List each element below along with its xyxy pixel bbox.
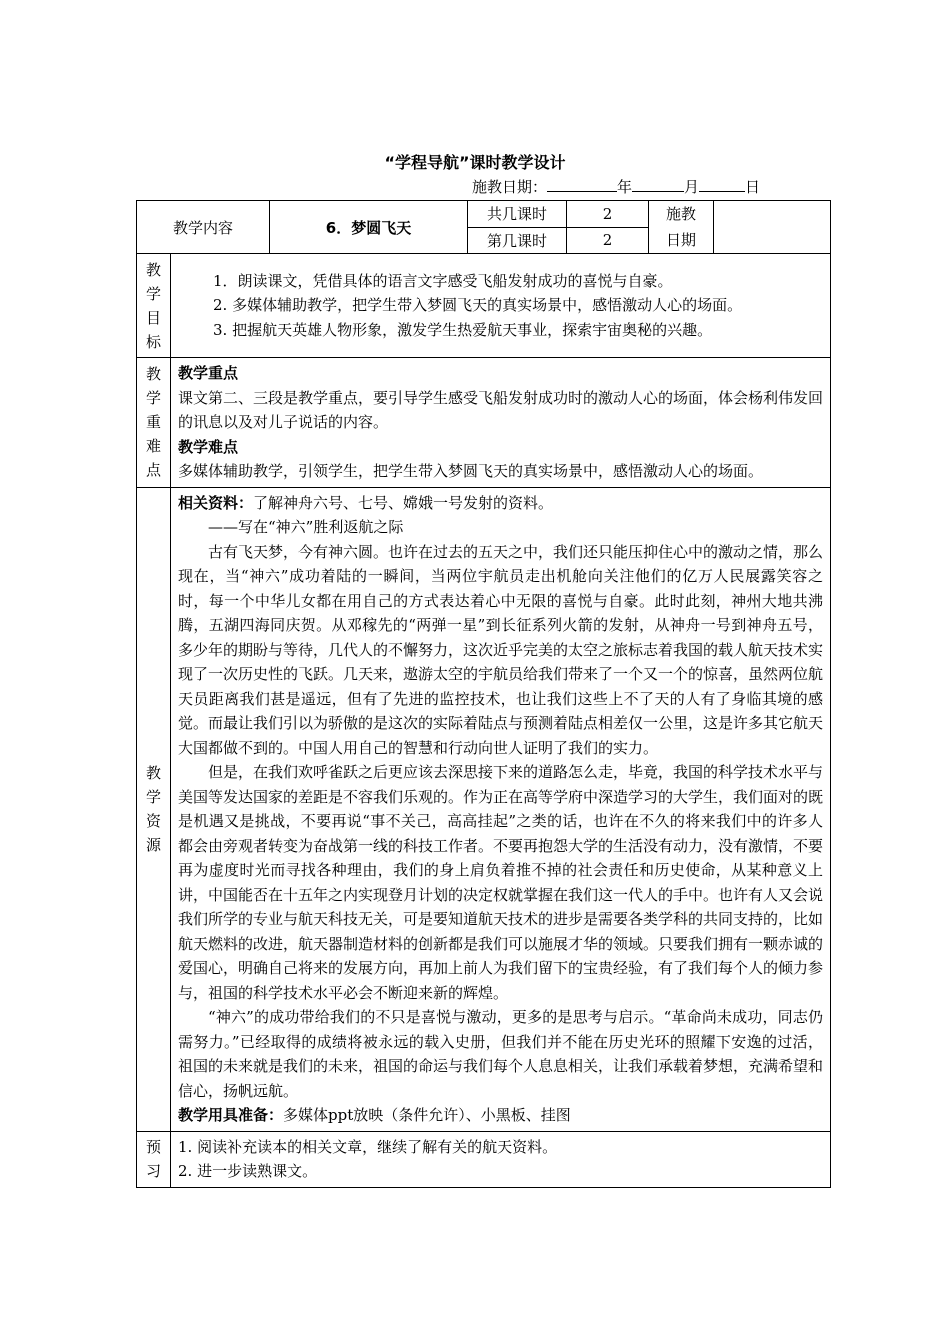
header-row-1 <box>137 201 831 228</box>
tools-text: 多媒体ppt放映（条件允许）、小黑板、挂图 <box>283 1106 571 1124</box>
difficulty-title: 教学难点 <box>178 437 239 456</box>
tools-line <box>178 1103 823 1128</box>
keypoints-row <box>137 358 831 488</box>
tools-title: 教学用具准备： <box>178 1106 284 1124</box>
keypoints-label-char: 学 <box>145 389 161 408</box>
preview-content <box>171 1131 831 1187</box>
keypoints-label-char: 难 <box>145 437 161 456</box>
goals-label-char: 标 <box>145 332 161 351</box>
goals-row <box>137 254 831 358</box>
year-blank[interactable] <box>547 177 617 192</box>
difficulty-text: 多媒体辅助教学，引领学生，把学生带入梦圆飞天的真实场景中，感悟激动人心的场面。 <box>178 462 764 480</box>
preview-row <box>137 1131 831 1187</box>
preview-label-char: 习 <box>145 1162 161 1180</box>
resources-content <box>171 487 831 1131</box>
resources-label-char: 源 <box>145 836 161 854</box>
focus-text: 课文第二、三段是教学重点，要引导学生感受飞船发射成功时的激动人心的场面，体会杨利伟发回的讯息以及对儿子说话的内容。 <box>178 388 824 431</box>
teach-date-value[interactable] <box>714 201 831 254</box>
goals-label-char: 教 <box>145 260 161 279</box>
resources-label-char: 教 <box>145 764 161 782</box>
goal-item: 3. 把握航天英雄人物形象，激发学生热爱航天事业，探索宇宙奥秘的兴趣。 <box>213 320 713 339</box>
teach-date-label-line-1: 施教 <box>666 205 697 223</box>
preview-label-char: 预 <box>145 1138 161 1156</box>
goals-label-char: 目 <box>145 308 161 327</box>
total-lessons-label: 共几课时 <box>468 201 567 228</box>
document-title: “学程导航”课时教学设计 <box>384 153 566 172</box>
material-title: 相关资料： <box>178 493 254 512</box>
goal-item: 2. 多媒体辅助教学，把学生带入梦圆飞天的真实场景中，感悟激动人心的场面。 <box>213 296 743 315</box>
total-lessons-value: 2 <box>567 201 649 228</box>
goals-content <box>171 254 831 358</box>
goals-label-char: 学 <box>145 284 161 303</box>
keypoints-label-char: 教 <box>145 365 161 384</box>
resources-label <box>137 487 171 1131</box>
year-label: 年 <box>617 178 633 196</box>
keypoints-content <box>171 358 831 488</box>
material-line <box>178 491 823 516</box>
day-blank[interactable] <box>699 177 745 192</box>
goal-item: 1．朗读课文，凭借具体的语言文字感受飞船发射成功的喜悦与自豪。 <box>213 271 673 290</box>
lesson-plan-table <box>136 200 831 1188</box>
preview-item: 1. 阅读补充读本的相关文章，继续了解有关的航天资料。 <box>178 1137 558 1156</box>
lesson-number-value: 2 <box>567 227 649 254</box>
day-label: 日 <box>745 178 761 196</box>
article-subtitle: ——写在“神六”胜利返航之际 <box>208 518 404 536</box>
article-paragraph: 古有飞天梦，今有神六圆。也许在过去的五天之中，我们还只能压抑住心中的激动之情，那么现在，当“神六”成功着陆的一瞬间，当两位宇航员走出机舱向关注他们的亿万人民展露笑容之时，每一个中华儿女都在用自己的方式表达着心中无限的喜悦与自豪。此时此刻，神州大地共沸腾，五湖四海同庆贺。从邓稼先的“两弹一星”到长征系列火箭的发射，从神舟一号到神舟五号，多少年的期盼与等待，几代人的不懈努力，这次近乎完美的太空之旅标志着我国的载人航天技术实现了一次历史性的飞跃。几天来，遨游太空的宇航员给我们带来了一个又一个的惊喜，虽然两位航天员距离我们甚是遥远，但有了先进的监控技术，也让我们这些上不了天的人有了身临其境的感觉。而最让我们引以为骄傲的是这次的实际着陆点与预测着陆点相差仅一公里，这是许多其它航天大国都做不到的。中国人用自己的智慧和行动向世人证明了我们的实力。 <box>178 542 824 757</box>
focus-title: 教学重点 <box>178 364 239 382</box>
article-paragraph: 但是，在我们欢呼雀跃之后更应该去深思接下来的道路怎么走，毕竟，我国的科学技术水平与美国等发达国家的差距是不容我们乐观的。作为正在高等学府中深造学习的大学生，我们面对的既是机遇又是挑战，不要再说“事不关己，高高挂起”之类的话，也许在不久的将来我们中的许多人都会由旁观者转变为奋战第一线的科技工作者。不要再抱怨大学的生活没有动力，没有激情，不要再为虚度时光而寻找各种理由，我们的身上肩负着推不掉的社会责任和历史使命，从某种意义上讲，中国能否在十五年之内实现登月计划的决定权就掌握在我们这一代人的手中。也许有人又会说我们所学的专业与航天科技无关，可是要知道航天技术的进步是需要各类学科的共同支持的，比如航天燃料的改进，航天器制造材料的创新都是我们可以施展才华的领域。只要我们拥有一颗赤诚的爱国心，明确自己将来的发展方向，再加上前人为我们留下的宝贵经验，有了我们每个人的倾力参与，祖国的科学技术水平必会不断迎来新的辉煌。 <box>178 763 824 1002</box>
preview-label <box>137 1131 171 1187</box>
teach-date-label-line-2: 日期 <box>666 231 697 249</box>
lesson-number-label: 第几课时 <box>468 227 567 254</box>
keypoints-label <box>137 358 171 488</box>
resources-row <box>137 487 831 1131</box>
keypoints-label-char: 重 <box>145 413 161 432</box>
content-label: 教学内容 <box>137 201 270 254</box>
teach-date-label <box>649 201 714 254</box>
goals-label <box>137 254 171 358</box>
resources-label-char: 学 <box>145 788 161 806</box>
resources-label-char: 资 <box>145 812 161 830</box>
material-text: 了解神舟六号、七号、嫦娥一号发射的资料。 <box>253 493 554 512</box>
date-prefix: 施教日期： <box>472 178 548 196</box>
month-blank[interactable] <box>632 177 684 192</box>
month-label: 月 <box>684 178 700 196</box>
lesson-title: 6．梦圆飞天 <box>270 201 468 254</box>
keypoints-label-char: 点 <box>145 461 161 480</box>
preview-item: 2. 进一步读熟课文。 <box>178 1162 318 1180</box>
teaching-date-line <box>472 176 760 197</box>
article-paragraph: “神六”的成功带给我们的不只是喜悦与激动，更多的是思考与启示。“革命尚未成功，同志仍需努力。”已经取得的成绩将被永远的载入史册，但我们并不能在历史光环的照耀下安逸的过活，祖国的未来就是我们的未来，祖国的命运与我们每个人息息相关，让我们承载着梦想，充满希望和信心，扬帆远航。 <box>178 1008 824 1100</box>
